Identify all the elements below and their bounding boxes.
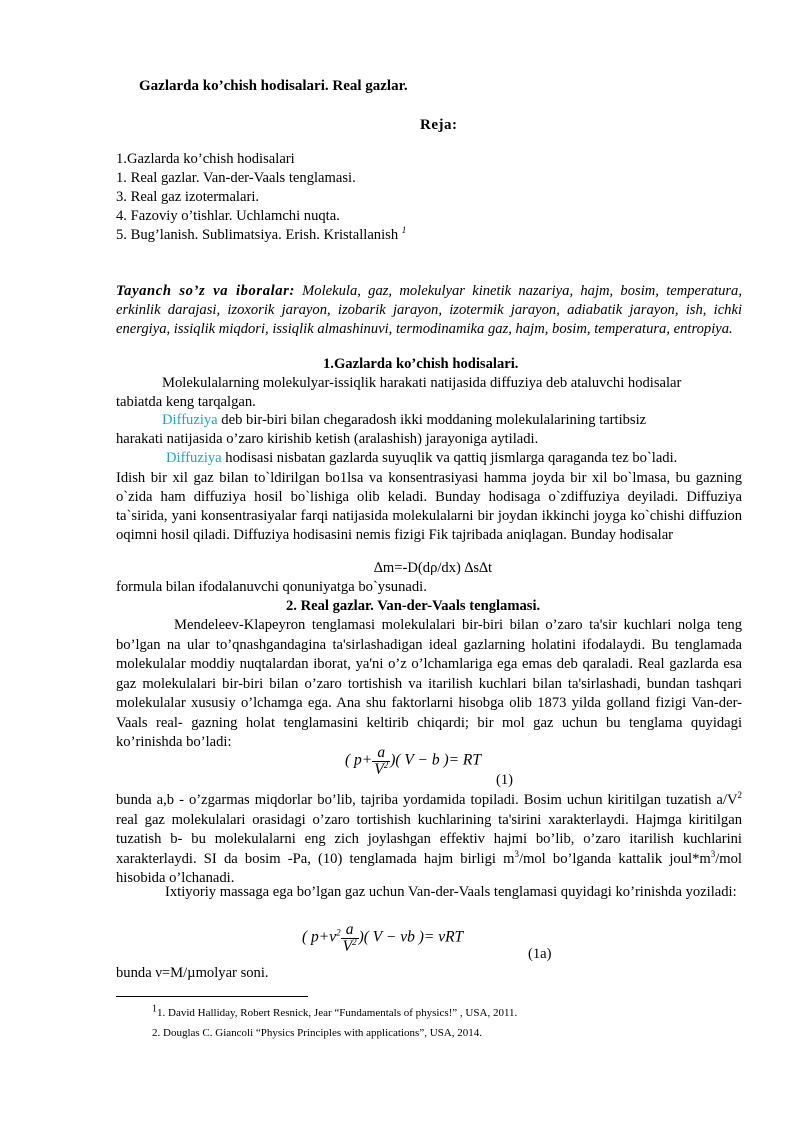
s2-after-equation: bunda ν=M/µmolyar soni. [116, 965, 269, 981]
equation-1-fraction: $\frac{a}{V^2}$ [374, 744, 389, 778]
footnote-reference[interactable]: 1 [401, 225, 407, 236]
s1-p1-line2: tabiatda keng tarqalgan. [116, 394, 256, 410]
document-title: Gazlarda ko’chish hodisalari. Real gazlar. [139, 78, 408, 94]
equation-1a: ( $p+\nu^2$ $\frac{a}{V^2}$ )( V − νb )= νRT [302, 921, 464, 955]
s2-paragraph-1: Mendeleev-Klapeyron tenglamasi molekulalari bir-biri bilan o’zaro ta'sir kuchlari nolga teng bo’lgan na ular to’qnashgandagina ta'sirlashadigan ideal gazlarning holatini ifodalaydi. Bu tenglamada molekulalar moddiy nuqtalardan iborat, ya'ni o’z o’lchamlariga ega emas deb qaraladi. Real gazlarda esa gaz molekulalari bir-biri bilan o’zaro tortishish va itarilish kuchlari bilan ta'sirlashadi, bundan tashqari molekulalar xususiy o’lchamga ega. Ana shu faktorlarni hisobga olib 1873 yilda golland fizigi Van-der-Vaals real- gazning holat tenglamasini keltirib chiqardi; bir mol gaz uchun bu tenglama quyidagi ko’rinishda bo’ladi: [116, 617, 742, 750]
s2-paragraph-2: bunda a,b - o’zgarmas miqdorlar bo’lib, tajriba yordamida topiladi. Bosim uchun kiritilgan tuzatish $a/V^2$ real gaz molekulalari orasidagi o’zaro tortishish kuchlarining ta'sirini xarakterlaydi. Hajmga kiritilgan tuzatish b- bu molekulalarni eng zich joylashgan effektiv hajmi bo’lib, o’zaro itarilish kuchlarini xarakterlaydi. SI da bosim -Pa, (10) tenglamada hajm birligi $m^3$/mol bo’lganda kattalik $joul*m^3$/mol hisobida o’lchanadi. [116, 790, 742, 886]
keywords-text: Molekula, gaz, molekulyar kinetik nazariya, hajm, bosim, temperatura, erkinlik darajasi, izoxorik jarayon, izobarik jarayon, izotermik jarayon, adiabatik jarayon, ish, ichki energiya, issiqlik miqdori, issiqlik almashinuvi, termodinamika gaz, hajm, bosim, temperatura, entropiya. [116, 283, 742, 337]
footnote-1: $^1$1. David Halliday, Robert Resnick, Jear “Fundamentals of physics!” , USA, 2011. [152, 1003, 518, 1019]
plan-item-3: 3. Real gaz izotermalari. [116, 189, 260, 205]
reja-heading: Reja: [420, 117, 458, 133]
equation-1a-number: (1a) [528, 946, 552, 962]
fick-formula: ∆m=-D(dρ/dx) ∆s∆t [374, 560, 493, 576]
s2-paragraph-3: Ixtiyoriy massaga ega bo’lgan gaz uchun Van-der-Vaals tenglamasi quyidagi ko’rinishda yoziladi: [165, 884, 737, 900]
plan-list [116, 150, 406, 245]
s1-p2-line1: Diffuziya deb bir-biri bilan chegaradosh ikki moddaning molekulalarining tartibsiz [162, 412, 647, 428]
s1-p1-line1: Molekulalarning molekulyar-issiqlik harakati natijasida diffuziya deb ataluvchi hodisalar [162, 375, 682, 391]
equation-1a-fraction: $\frac{a}{V^2}$ [342, 921, 357, 955]
plan-item-2: 1. Real gazlar. Van-der-Vaals tenglamasi. [116, 170, 356, 186]
s1-after-formula: formula bilan ifodalanuvchi qonuniyatga bo`ysunadi. [116, 579, 427, 595]
keywords-label: Tayanch so’z va iboralar: [116, 283, 295, 299]
s1-p2-line2: harakati natijasida o’zaro kirishib ketish (aralashish) jarayoniga aytiladi. [116, 431, 539, 447]
s1-p3-rest: Idish bir xil gaz bilan to`ldirilgan bo1lsa va konsentrasiyasi hamma joyda bir xil bo`lmasa, bu gazning o`zida ham diffuziya hosil bo`lishiga olib keladi. Bunday hodisaga o`zdiffuziya deyiladi. Diffuziya ta`sirida, yani konsentrasiyalar farqi natijasida molekulalarni bir joydan ikkinchi joyga ko`chishi diffuzion oqimni hosil qiladi. Diffuziya hodisasini nemis fizigi Fik tajribada aniqlagan. Bunday hodisalar [116, 470, 742, 543]
footnote-2: 2. Douglas C. Giancoli “Physics Principles with applications”, USA, 2014. [152, 1027, 482, 1039]
keywords-paragraph [116, 282, 742, 339]
section-2-heading: 2. Real gazlar. Van-der-Vaals tenglamasi. [286, 598, 541, 614]
equation-1-number: (1) [496, 772, 514, 788]
s1-p3-line1: Diffuziya hodisasi nisbatan gazlarda suyuqlik va qattiq jismlarga qaraganda tez bo`ladi. [166, 450, 678, 466]
equation-1: ( p+ $\frac{a}{V^2}$ )( V − b )= RT [345, 744, 482, 778]
plan-item-1: 1.Gazlarda ko’chish hodisalari [116, 151, 295, 167]
plan-item-5: 5. Bug’lanish. Sublimatsiya. Erish. Kristallanish $^1$ [116, 225, 407, 243]
section-1-heading: 1.Gazlarda ko’chish hodisalari. [323, 356, 519, 372]
footnote-separator [116, 996, 308, 997]
plan-item-4: 4. Fazoviy o’tishlar. Uchlamchi nuqta. [116, 208, 340, 224]
diffuziya-term: Diffuziya [166, 450, 222, 466]
diffuziya-term: Diffuziya [162, 412, 218, 428]
